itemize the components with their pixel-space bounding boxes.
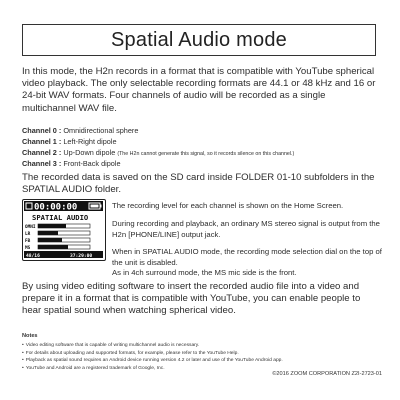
channel-note: (The H2n cannot generate this signal, so it records silence on this channel.) bbox=[117, 150, 295, 157]
note-item: • Video editing software that is capable of writing multichannel audio is necessary. bbox=[22, 342, 382, 349]
notes-list bbox=[22, 342, 382, 372]
level-paragraph: The recording level for each channel is shown on the Home Screen. bbox=[112, 201, 344, 210]
lcd-screen-illustration bbox=[22, 199, 106, 261]
meter-label-fb: FB bbox=[25, 239, 31, 244]
channel-label: Channel 0 : bbox=[22, 126, 62, 135]
lcd-format: 48/16 bbox=[26, 253, 40, 259]
notes-section bbox=[22, 333, 382, 372]
channel-desc: Omnidirectional sphere bbox=[63, 126, 139, 135]
meter-lr-fill bbox=[38, 231, 58, 235]
lcd-remaining-time: 37:29:00 bbox=[70, 253, 93, 259]
channel-item bbox=[22, 126, 382, 137]
meter-label-lr: LR bbox=[25, 232, 31, 237]
meter-fb-fill bbox=[38, 238, 62, 242]
meter-ms-fill bbox=[38, 245, 68, 249]
note-item: • YouTube and Android are a registered trademark of Google, Inc. bbox=[22, 365, 382, 372]
meter-label-ms: MS bbox=[25, 246, 31, 251]
channel-item bbox=[22, 137, 382, 148]
output-paragraph: During recording and playback, an ordinary MS stereo signal is output from the H2n [PHONE/LINE] output jack. bbox=[112, 219, 380, 239]
channel-desc: Up-Down dipole bbox=[63, 147, 116, 157]
notes-heading: Notes bbox=[22, 333, 38, 339]
battery-level bbox=[91, 205, 99, 208]
dial-paragraph bbox=[112, 247, 384, 278]
saved-location-paragraph: The recorded data is saved on the SD card inside FOLDER 01-10 subfolders in the SPATIAL AUDIO folder. bbox=[22, 172, 375, 196]
ms-front-text: As in 4ch surround mode, the MS mic side is the front. bbox=[112, 268, 297, 278]
page-title: Spatial Audio mode bbox=[22, 24, 376, 56]
meter-omni-fill bbox=[38, 224, 66, 228]
channel-label: Channel 2 : bbox=[22, 147, 62, 157]
note-item: • Playback as spatial sound requires an Android device running version 4.2 or later and use of the YouTube Android app. bbox=[22, 357, 382, 364]
channel-item bbox=[22, 159, 382, 170]
channel-desc: Front-Back dipole bbox=[63, 159, 121, 169]
channel-label: Channel 3 : bbox=[22, 159, 62, 169]
note-item: • For details about uploading and supported formats, for example, please refer to the YouTube Help. bbox=[22, 350, 382, 357]
battery-tip bbox=[100, 205, 102, 208]
lcd-time: 00:00:00 bbox=[34, 202, 78, 213]
intro-paragraph: In this mode, the H2n records in a format that is compatible with YouTube spherical video playback. The only selectable recording formats are 44.1 or 48 kHz and 16 or 24-bit WAV formats. Four channels of audio will be recorded as a single multichannel WAV file. bbox=[22, 66, 376, 114]
meter-label-omni: OMNI bbox=[25, 225, 36, 230]
video-editing-paragraph: By using video editing software to insert the recorded audio file into a video and prepare it in a format that is compatible with YouTube, you can enable people to hear spatial sound when watching spherical video. bbox=[22, 281, 361, 317]
channel-label: Channel 1 : bbox=[22, 136, 62, 146]
lcd-display bbox=[23, 200, 104, 259]
dial-text: When in SPATIAL AUDIO mode, the recording mode selection dial on the top of the unit is disabled. bbox=[112, 247, 382, 267]
copyright-footer: ©2016 ZOOM CORPORATION Z2I-2723-01 bbox=[272, 371, 382, 377]
lcd-description bbox=[112, 201, 384, 278]
channel-list bbox=[22, 126, 382, 170]
channel-item bbox=[22, 148, 382, 160]
channel-desc: Left-Right dipole bbox=[63, 136, 117, 146]
lcd-mode-label: SPATIAL AUDIO bbox=[32, 213, 89, 222]
